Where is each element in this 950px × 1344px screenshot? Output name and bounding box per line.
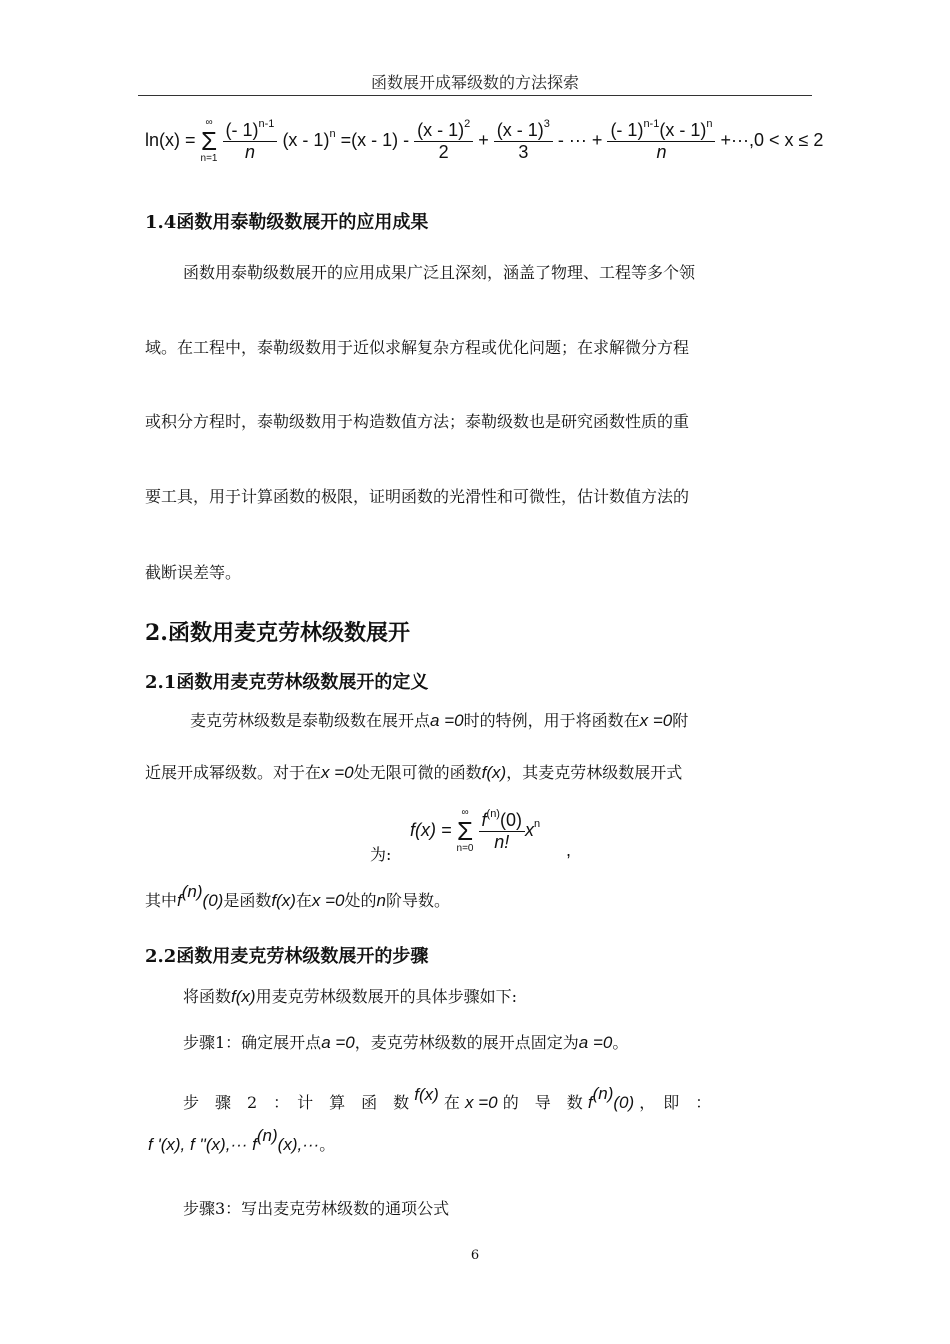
steps-intro: 将函数f(x)用麦克劳林级数展开的具体步骤如下: <box>183 987 517 1006</box>
sum-symbol: ∞ Σ n=1 <box>200 117 218 164</box>
definition-line-3: 其中f(n)(0)是函数f(x)在x =0处的n阶导数。 <box>145 882 450 910</box>
step-1: 步骤1：确定展开点a =0，麦克劳林级数的展开点固定为a =0。 <box>183 1033 629 1052</box>
section-1-4-line-2: 域。在工程中，泰勒级数用于近似求解复杂方程或优化问题；在求解微分方程 <box>145 338 690 357</box>
section-1-4-heading: 1.4函数用泰勒级数展开的应用成果 <box>145 212 429 233</box>
formula-comma: , <box>566 840 572 860</box>
step-3: 步骤3：写出麦克劳林级数的通项公式 <box>183 1199 450 1218</box>
running-header: 函数展开成幂级数的方法探索 <box>370 73 579 92</box>
section-1-4-line-4: 要工具，用于计算函数的极限，证明函数的光滑性和可微性，估计数值方法的 <box>145 487 690 506</box>
ln-lhs: ln(x) = <box>145 129 196 150</box>
ln-series-formula: ln(x) = ∞ Σ n=1 $\frac{(- 1)^{n-1}}{n}$ (x - 1)$^n$ =(x - 1) - $\frac{(x - 1)^2}{2}$ + $\frac{(x - 1)^3}{3}$ - ··· + $\frac{(- 1)^{n-1}(x - 1)^n}{n}$ +···,0 < x ≤ 2 <box>145 117 824 164</box>
step-2-line-1: 步 骤 2 ： 计 算 函 数 f(x) 在 x =0 的 导 数 f(n)(0) ， 即 ： <box>183 1084 712 1112</box>
series-term-fraction: $\frac{(- 1)^{n-1}}{n}$ <box>223 120 278 163</box>
definition-line-1: 麦克劳林级数是泰勒级数在展开点a =0时的特例，用于将函数在x =0附 <box>190 711 689 730</box>
maclaurin-formula: f(x) = ∞ Σ n=0 $\frac{f^{(n)}(0)}{n!}$ $x^n$ <box>410 807 541 854</box>
second-term-fraction: $\frac{(x - 1)^2}{2}$ <box>414 120 473 163</box>
section-1-4-line-1: 函数用泰勒级数展开的应用成果广泛且深刻，涵盖了物理、工程等多个领 <box>183 263 696 282</box>
general-term-fraction: $\frac{(- 1)^{n-1}(x - 1)^n}{n}$ <box>607 120 715 163</box>
formula-intro-label: 为: <box>370 845 392 864</box>
sum-symbol: ∞ Σ n=0 <box>456 807 474 854</box>
maclaurin-term-fraction: $\frac{f^{(n)}(0)}{n!}$ <box>479 810 525 853</box>
third-term-fraction: $\frac{(x - 1)^3}{3}$ <box>494 120 553 163</box>
section-2-heading: 2.函数用麦克劳林级数展开 <box>145 620 410 646</box>
section-1-4-line-3: 或积分方程时，泰勒级数用于构造数值方法；泰勒级数也是研究函数性质的重 <box>145 412 690 431</box>
section-1-4-line-5: 截断误差等。 <box>145 563 242 582</box>
section-2-2-heading: 2.2函数用麦克劳林级数展开的步骤 <box>145 946 429 967</box>
definition-line-2: 近展开成幂级数。对于在x =0处无限可微的函数f(x)，其麦克劳林级数展开式 <box>145 763 683 782</box>
header-rule <box>138 95 812 96</box>
page-number: 6 <box>470 1248 480 1263</box>
section-2-1-heading: 2.1函数用麦克劳林级数展开的定义 <box>145 672 429 693</box>
step-2-line-2: f '(x), f ''(x),··· f(n)(x),···。 <box>148 1126 336 1154</box>
